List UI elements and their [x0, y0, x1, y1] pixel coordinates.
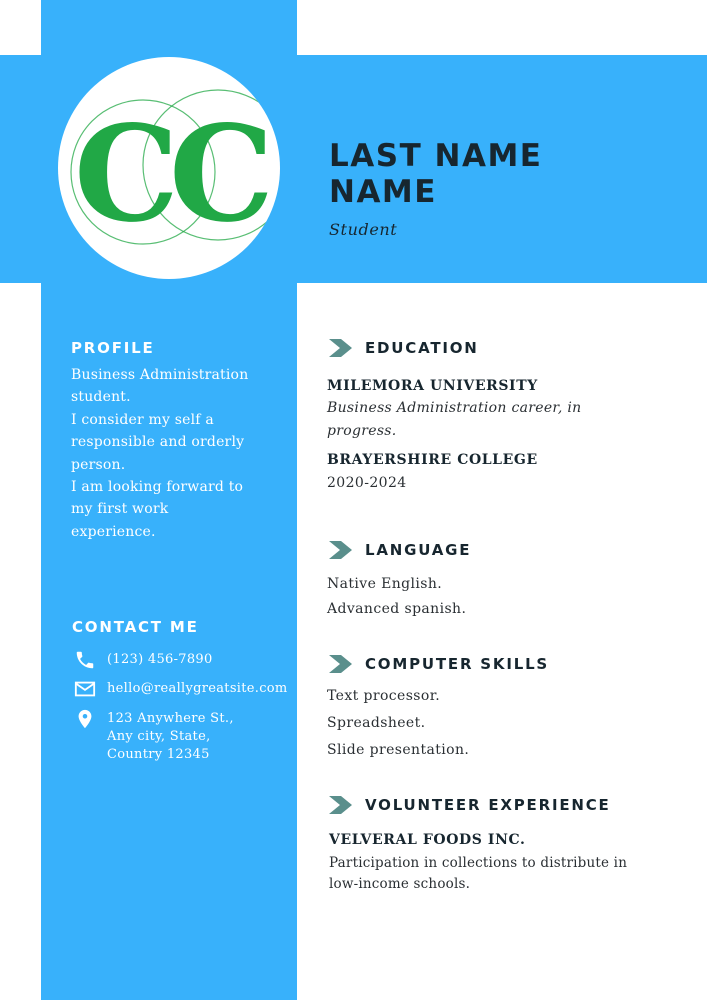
volunteer-description-line: Participation in collections to distribute in: [329, 855, 628, 871]
chevron-right-icon: [329, 339, 352, 357]
contact-heading: CONTACT ME: [72, 618, 199, 636]
logo: [58, 57, 280, 279]
contact-email: [74, 678, 288, 700]
school-years: 2020-2024: [327, 475, 407, 491]
skill-item: Text processor.: [327, 688, 441, 704]
profile-line: person.: [71, 456, 126, 473]
school-description-line: Business Administration career, in: [327, 400, 582, 416]
profile-text: [71, 364, 286, 543]
profile-line: I consider my self a: [71, 411, 214, 428]
profile-line: experience.: [71, 523, 156, 540]
logo-letters: CC: [73, 97, 265, 252]
profile-line: responsible and orderly: [71, 434, 245, 451]
role-title: Student: [329, 220, 398, 239]
profile-line: I am looking forward to: [71, 479, 244, 496]
education-section-heading: [329, 339, 479, 357]
location-pin-icon: [74, 708, 96, 730]
school-description-line: progress.: [327, 423, 397, 439]
volunteer-description: [329, 853, 627, 895]
mail-icon: [74, 678, 96, 700]
chevron-right-icon: [329, 796, 352, 814]
volunteer-section-heading: [329, 796, 611, 814]
contact-phone: [74, 649, 213, 671]
language-item: Native English.: [327, 576, 443, 592]
language-item: Advanced spanish.: [327, 601, 467, 617]
email-address: hello@reallygreatsite.com: [107, 681, 288, 696]
skill-item: Slide presentation.: [327, 742, 470, 758]
education-heading: EDUCATION: [365, 339, 479, 357]
profile-heading: PROFILE: [71, 339, 155, 357]
profile-line: my first work: [71, 501, 169, 518]
volunteer-heading: VOLUNTEER EXPERIENCE: [365, 796, 611, 814]
contact-address: [74, 708, 234, 764]
address-line: Country 12345: [107, 747, 210, 762]
school-name: BRAYERSHIRE COLLEGE: [327, 452, 538, 468]
profile-line: Business Administration: [71, 367, 249, 383]
organization-name: VELVERAL FOODS INC.: [329, 832, 526, 848]
phone-icon: [74, 649, 96, 671]
name-block: [329, 138, 542, 239]
language-heading: LANGUAGE: [365, 541, 472, 559]
skill-item: Spreadsheet.: [327, 715, 426, 731]
skills-heading: COMPUTER SKILLS: [365, 655, 550, 673]
chevron-right-icon: [329, 655, 352, 673]
school-description: [327, 397, 581, 443]
school-name: MILEMORA UNIVERSITY: [327, 378, 538, 394]
phone-number: (123) 456-7890: [107, 652, 213, 667]
language-section-heading: [329, 541, 471, 559]
first-name: NAME: [329, 174, 437, 210]
last-name: LAST NAME: [329, 138, 543, 174]
logo-graphic: [58, 57, 280, 279]
profile-line: student.: [71, 389, 131, 406]
chevron-right-icon: [329, 541, 352, 559]
address-line: Any city, State,: [107, 729, 211, 744]
address-line: 123 Anywhere St.,: [107, 711, 234, 726]
volunteer-description-line: low-income schools.: [329, 876, 471, 892]
skills-section-heading: [329, 655, 549, 673]
